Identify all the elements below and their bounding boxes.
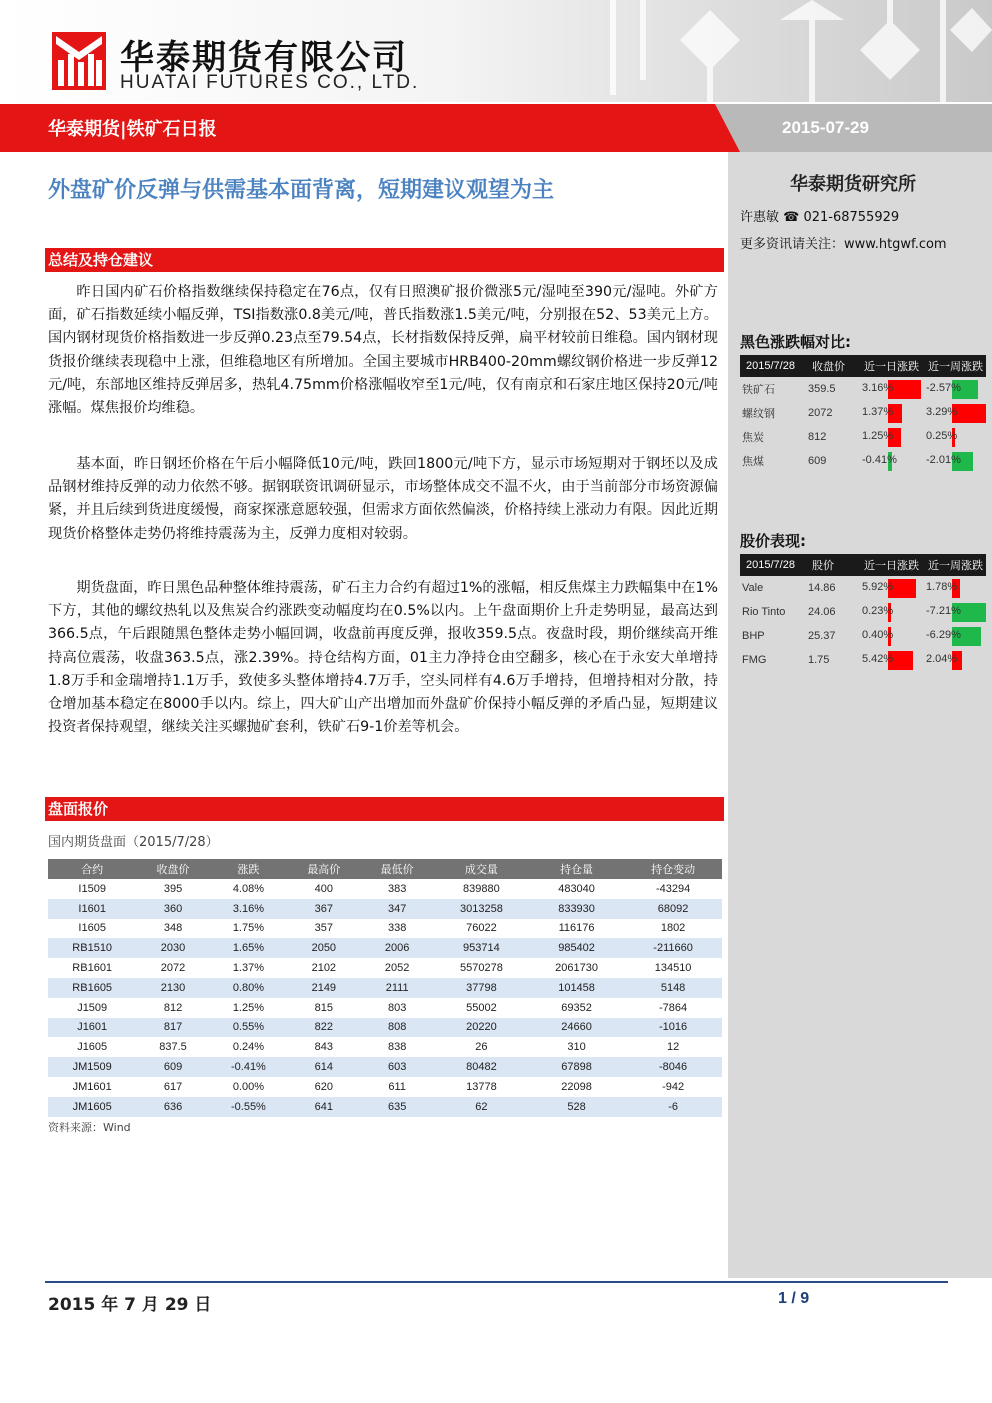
change-cell [922, 425, 986, 449]
table-header: 股价 [806, 554, 858, 576]
table-cell: 80482 [434, 1057, 529, 1077]
change-value: 0.25% [926, 430, 958, 442]
table-cell: 953714 [434, 938, 529, 958]
table-cell: 357 [287, 919, 360, 939]
table-cell: 620 [287, 1077, 360, 1097]
row-name: 螺纹钢 [742, 408, 775, 420]
column-header: 最低价 [360, 859, 433, 879]
row-price: 609 [808, 455, 827, 467]
change-value: 5.92% [862, 581, 894, 593]
row-price: 812 [808, 431, 827, 443]
table-row [48, 899, 722, 919]
table-row [740, 449, 986, 473]
table-row [740, 425, 986, 449]
row-name: 铁矿石 [742, 384, 775, 396]
table-cell: 2149 [287, 978, 360, 998]
table-cell: 1.25% [210, 998, 287, 1018]
huatai-logo-icon [52, 32, 106, 90]
table-row [48, 919, 722, 939]
table-cell: 1.75% [210, 919, 287, 939]
table-cell: 12 [624, 1037, 722, 1057]
change-value: 0.23% [862, 605, 894, 617]
table-cell: 347 [360, 899, 433, 919]
table-cell: RB1601 [48, 958, 136, 978]
column-header: 持仓量 [529, 859, 624, 879]
table-cell: J1605 [48, 1037, 136, 1057]
stock-performance-table [740, 554, 986, 672]
change-cell [858, 425, 922, 449]
table-cell: JM1601 [48, 1077, 136, 1097]
table-cell: 68092 [624, 899, 722, 919]
table-cell: I1509 [48, 879, 136, 899]
table-cell: RB1605 [48, 978, 136, 998]
table-cell: I1601 [48, 899, 136, 919]
change-value: 1.37% [862, 406, 894, 418]
research-institute: 华泰期货研究所 [790, 174, 916, 195]
website-link[interactable]: 更多资讯请关注：www.htgwf.com [740, 237, 947, 252]
change-value: 3.29% [926, 406, 958, 418]
table-cell: -942 [624, 1077, 722, 1097]
table-cell: 2102 [287, 958, 360, 978]
table-cell: 2061730 [529, 958, 624, 978]
change-value: 1.78% [926, 581, 958, 593]
table-cell: 37798 [434, 978, 529, 998]
table-cell: -0.41% [210, 1057, 287, 1077]
table-cell: 310 [529, 1037, 624, 1057]
table-row [48, 1037, 722, 1057]
column-header: 持仓变动 [624, 859, 722, 879]
row-price: 14.86 [808, 582, 836, 594]
table-cell: 0.00% [210, 1077, 287, 1097]
table-row [48, 1097, 722, 1117]
table-cell: 62 [434, 1097, 529, 1117]
change-cell [858, 648, 922, 672]
column-header: 涨跌 [210, 859, 287, 879]
table-header: 2015/7/28 [740, 554, 806, 576]
table-cell: 383 [360, 879, 433, 899]
futures-quote-table [48, 859, 722, 1117]
row-price: 25.37 [808, 630, 836, 642]
table-cell: 2052 [360, 958, 433, 978]
section-heading-summary: 总结及持仓建议 [45, 248, 724, 272]
change-cell [922, 377, 986, 401]
column-header: 成交量 [434, 859, 529, 879]
change-value: -7.21% [926, 605, 961, 617]
change-value: 2.04% [926, 653, 958, 665]
row-name: Vale [742, 582, 764, 594]
table-header: 近一周涨跌 [922, 355, 986, 377]
table-cell: 1.37% [210, 958, 287, 978]
table-cell: 609 [136, 1057, 209, 1077]
table-cell: 22098 [529, 1077, 624, 1097]
table-cell: 4.08% [210, 879, 287, 899]
row-name: FMG [742, 654, 767, 666]
table-row [740, 401, 986, 425]
table-cell: 0.24% [210, 1037, 287, 1057]
table-cell: -43294 [624, 879, 722, 899]
table-row [48, 879, 722, 899]
footer-date: 2015 年 7 月 29 日 [48, 1295, 212, 1315]
table-cell: 635 [360, 1097, 433, 1117]
table-cell: 0.55% [210, 1018, 287, 1038]
column-header: 收盘价 [136, 859, 209, 879]
column-header: 最高价 [287, 859, 360, 879]
table-cell: 603 [360, 1057, 433, 1077]
page-header [0, 0, 992, 102]
table-cell: 838 [360, 1037, 433, 1057]
table-cell: 134510 [624, 958, 722, 978]
row-price: 2072 [808, 407, 833, 419]
table-cell: JM1509 [48, 1057, 136, 1077]
table-row [48, 1018, 722, 1038]
company-name-cn: 华泰期货有限公司 [120, 38, 408, 78]
company-name-en: HUATAI FUTURES CO., LTD. [120, 72, 420, 93]
table-cell: 839880 [434, 879, 529, 899]
table-row [48, 1057, 722, 1077]
table-cell: 3.16% [210, 899, 287, 919]
table-cell: 400 [287, 879, 360, 899]
sidebar-panel [728, 152, 992, 1278]
page-number: 1 / 9 [778, 1290, 810, 1307]
table-cell: 1802 [624, 919, 722, 939]
row-name: 焦煤 [742, 456, 764, 468]
change-cell [922, 648, 986, 672]
black-comparison-title: 黑色涨跌幅对比: [740, 333, 851, 351]
change-value: -6.29% [926, 629, 961, 641]
table-cell: 817 [136, 1018, 209, 1038]
table-cell: 101458 [529, 978, 624, 998]
change-value: 5.42% [862, 653, 894, 665]
table-cell: J1509 [48, 998, 136, 1018]
table-cell: 3013258 [434, 899, 529, 919]
table-cell: 2072 [136, 958, 209, 978]
report-date: 2015-07-29 [782, 118, 869, 137]
column-header: 合约 [48, 859, 136, 879]
table-row [48, 958, 722, 978]
table-row [48, 1077, 722, 1097]
change-cell [858, 449, 922, 473]
change-cell [858, 401, 922, 425]
paragraph-market: 昨日国内矿石价格指数继续保持稳定在76点，仅有日照澳矿报价微涨5元/湿吨至390元/湿吨。外矿方面，矿石指数延续小幅反弹，TSI指数涨0.8美元/吨，普氏指数涨1.5美元/吨，分别报在52、53美元上方。国内钢材现货价格指数进一步反弹0.23点至79.54点，长材指数保持反弹，扁平材较前日维稳。国内钢材现货报价继续表现稳中上涨，但维稳地区有所增加。全国主要城市HRB400-20mm螺纹钢价格进一步反弹12元/吨，东部地区维持反弹居多，热轧4.75mm价格涨幅收窄至1元/吨，仅有南京和石家庄地区保持20元/吨涨幅。煤焦报价均维稳。 [48, 284, 718, 417]
change-cell [858, 377, 922, 401]
change-cell [922, 600, 986, 624]
table-cell: 528 [529, 1097, 624, 1117]
table-cell: 76022 [434, 919, 529, 939]
change-value: 1.25% [862, 430, 894, 442]
table-cell: 348 [136, 919, 209, 939]
change-cell [858, 576, 922, 600]
change-cell [922, 624, 986, 648]
row-name: Rio Tinto [742, 606, 786, 618]
change-cell [858, 600, 922, 624]
row-price: 24.06 [808, 606, 836, 618]
footer-divider [45, 1281, 948, 1283]
black-comparison-table [740, 355, 986, 473]
report-name: 华泰期货|铁矿石日报 [48, 119, 217, 140]
table-caption: 国内期货盘面（2015/7/28） [48, 835, 219, 850]
table-cell: 833930 [529, 899, 624, 919]
table-cell: -6 [624, 1097, 722, 1117]
table-cell: 1.65% [210, 938, 287, 958]
change-cell [922, 401, 986, 425]
change-cell [922, 449, 986, 473]
table-cell: 338 [360, 919, 433, 939]
table-cell: 20220 [434, 1018, 529, 1038]
table-cell: RB1510 [48, 938, 136, 958]
table-cell: I1605 [48, 919, 136, 939]
paragraph-futures: 期货盘面，昨日黑色品种整体维持震荡，矿石主力合约有超过1%的涨幅，相反焦煤主力跌幅集中在1%下方，其他的螺纹热轧以及焦炭合约涨跌变动幅度均在0.5%以内。上午盘面期价上升走势明显，最高达到366.5点，午后跟随黑色整体走势小幅回调，收盘前再度反弹，报收359.5点。夜盘时段，期价继续高开维持高位震荡，收盘363.5点，涨2.39%。持仓结构方面，01主力净持仓由空翻多，核心在于永安大单增持1.8万手和金瑞增持1.1万手，致使多头整体增持4.7万手，空头同样有4.6万手增持，但增持相对分散，持仓增加基本稳定在8000手以内。综上，四大矿山产出增加而外盘矿价保持小幅反弹的矛盾凸显，短期建议投资者保持观望，继续关注买螺抛矿套利，铁矿石9-1价差等机会。 [48, 580, 718, 736]
table-cell: -1016 [624, 1018, 722, 1038]
table-row [48, 978, 722, 998]
change-cell [858, 624, 922, 648]
table-cell: 395 [136, 879, 209, 899]
table-header: 近一日涨跌 [858, 355, 922, 377]
change-value: -0.41% [862, 454, 897, 466]
table-cell: 803 [360, 998, 433, 1018]
table-cell: 5148 [624, 978, 722, 998]
row-name: 焦炭 [742, 432, 764, 444]
change-value: -2.01% [926, 454, 961, 466]
table-header: 2015/7/28 [740, 355, 806, 377]
table-cell: 13778 [434, 1077, 529, 1097]
row-name: BHP [742, 630, 765, 642]
table-cell: 2050 [287, 938, 360, 958]
table-cell: 2111 [360, 978, 433, 998]
table-cell: 69352 [529, 998, 624, 1018]
table-cell: -7864 [624, 998, 722, 1018]
table-cell: 2130 [136, 978, 209, 998]
table-cell: 67898 [529, 1057, 624, 1077]
table-cell: 360 [136, 899, 209, 919]
table-cell: 116176 [529, 919, 624, 939]
table-cell: J1601 [48, 1018, 136, 1038]
table-cell: 367 [287, 899, 360, 919]
table-cell: 55002 [434, 998, 529, 1018]
stock-performance-title: 股价表现: [740, 532, 806, 550]
table-cell: 843 [287, 1037, 360, 1057]
table-cell: 2030 [136, 938, 209, 958]
table-row [740, 648, 986, 672]
table-cell: 837.5 [136, 1037, 209, 1057]
row-price: 1.75 [808, 654, 830, 666]
table-cell: 985402 [529, 938, 624, 958]
table-cell: JM1605 [48, 1097, 136, 1117]
table-cell: 815 [287, 998, 360, 1018]
table-header: 收盘价 [806, 355, 858, 377]
table-cell: 2006 [360, 938, 433, 958]
table-cell: 617 [136, 1077, 209, 1097]
table-cell: 822 [287, 1018, 360, 1038]
table-row [48, 998, 722, 1018]
change-cell [922, 576, 986, 600]
table-cell: -8046 [624, 1057, 722, 1077]
table-row [740, 576, 986, 600]
change-value: 3.16% [862, 382, 894, 394]
change-value: -2.57% [926, 382, 961, 394]
table-cell: 614 [287, 1057, 360, 1077]
table-cell: 24660 [529, 1018, 624, 1038]
table-cell: 641 [287, 1097, 360, 1117]
table-cell: 808 [360, 1018, 433, 1038]
table-cell: 636 [136, 1097, 209, 1117]
table-cell: 5570278 [434, 958, 529, 978]
table-cell: 0.80% [210, 978, 287, 998]
table-row [740, 377, 986, 401]
paragraph-fundamentals: 基本面，昨日钢坯价格在午后小幅降低10元/吨，跌回1800元/吨下方，显示市场短期对于钢坯以及成品钢材维持反弹的动力依然不够。据钢联资讯调研显示，市场整体成交不温不火，由于当前部分市场资源偏紧，并且后续到货进度缓慢，商家探涨意愿较强，但需求方面依然偏淡，价格持续上涨动力有限。因此近期现货价格整体走势仍将维持震荡为主，反弹力度相对较弱。 [48, 456, 718, 542]
header-decoration [420, 0, 992, 102]
table-cell: -211660 [624, 938, 722, 958]
table-header: 近一周涨跌 [922, 554, 986, 576]
table-header: 近一日涨跌 [858, 554, 922, 576]
analyst-contact: 许惠敏 ☎ 021-68755929 [740, 210, 900, 225]
row-price: 359.5 [808, 383, 836, 395]
table-row [740, 600, 986, 624]
table-row [740, 624, 986, 648]
report-headline: 外盘矿价反弹与供需基本面背离，短期建议观望为主 [48, 178, 555, 203]
table-cell: -0.55% [210, 1097, 287, 1117]
data-source: 资料来源：Wind [48, 1121, 131, 1134]
table-cell: 483040 [529, 879, 624, 899]
table-cell: 812 [136, 998, 209, 1018]
change-value: 0.40% [862, 629, 894, 641]
table-cell: 611 [360, 1077, 433, 1097]
section-heading-quotes: 盘面报价 [45, 797, 724, 821]
table-row [48, 938, 722, 958]
table-cell: 26 [434, 1037, 529, 1057]
